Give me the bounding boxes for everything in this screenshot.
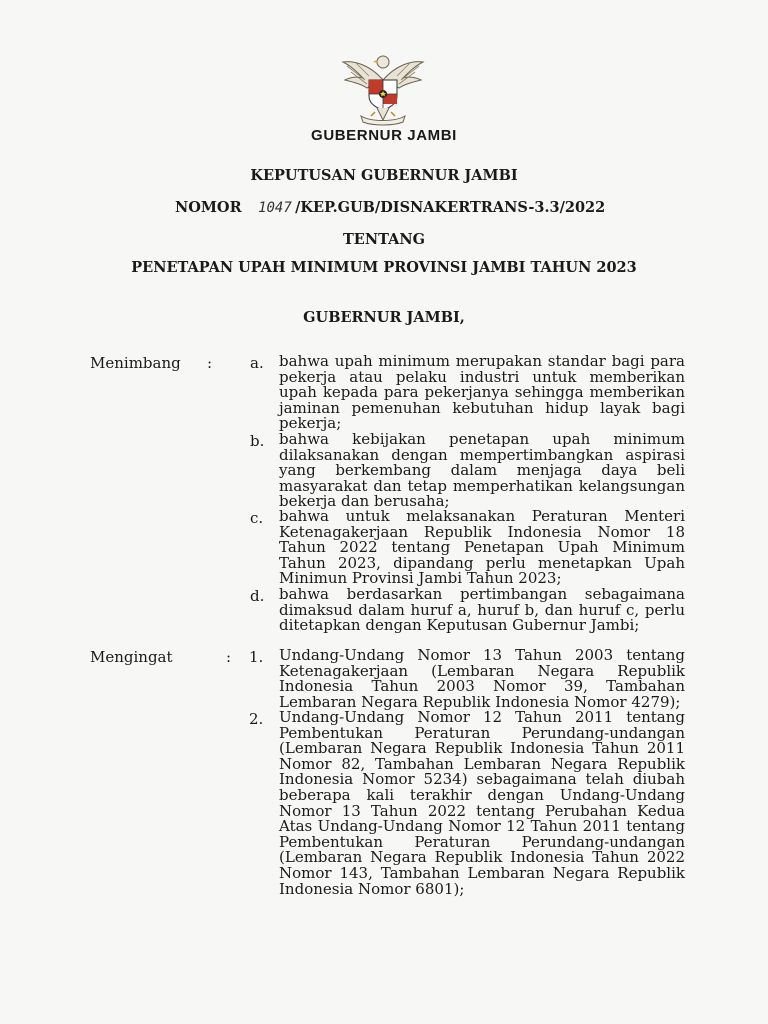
- menimbang-item-b: bahwa kebijakan penetapan upah minimum dilaksanakan dengan mempertimbangkan aspirasi yang berkembang dalam menjaga daya beli masyarakat dan tetap memperhatikan kelangsungan bekerja dan berusaha;: [279, 430, 685, 511]
- menimbang-label: Menimbang: [90, 354, 181, 372]
- menimbang-marker-b: b.: [250, 432, 265, 450]
- governor-title: GUBERNUR JAMBI: [311, 127, 457, 144]
- tentang-heading: TENTANG: [343, 231, 425, 248]
- menimbang-marker-a: a.: [250, 354, 264, 372]
- nomor-value: /KEP.GUB/DISNAKERTRANS-3.3/2022: [295, 199, 606, 216]
- issuer-heading: GUBERNUR JAMBI,: [303, 309, 465, 326]
- mengingat-marker-2: 2.: [249, 710, 264, 728]
- mengingat-item-1: Undang-Undang Nomor 13 Tahun 2003 tentang Ketenagakerjaan (Lembaran Negara Republik Indonesia Tahun 2003 Nomor 39, Tambahan Lembaran Negara Republik Indonesia Nomor 4279);: [279, 646, 685, 711]
- menimbang-item-c: bahwa untuk melaksanakan Peraturan Menteri Ketenagakerjaan Republik Indonesia Nomor 18 Tahun 2022 tentang Penetapan Upah Minimum Tahun 2023, dipandang perlu menetapkan Upah Minimun Provinsi Jambi Tahun 2023;: [279, 507, 685, 588]
- mengingat-item-2: Undang-Undang Nomor 12 Tahun 2011 tentang Pembentukan Peraturan Perundang-undangan (Lembaran Negara Republik Indonesia Tahun 2011 Nomor 82, Tambahan Lembaran Negara Republik Indonesia Nomor 5234) sebagaimana telah diubah beberapa kali terakhir dengan Undang-Undang Nomor 13 Tahun 2022 tentang Perubahan Kedua Atas Undang-Undang Nomor 12 Tahun 2011 tentang Pembentukan Peraturan Perundang-undangan (Lembaran Negara Republik Indonesia Tahun 2022 Nomor 143, Tambahan Lembaran Negara Republik Indonesia Nomor 6801);: [279, 708, 685, 898]
- mengingat-label: Mengingat: [90, 648, 173, 666]
- nomor-handwritten: 1047: [258, 200, 292, 216]
- decree-number: [175, 199, 605, 216]
- garuda-emblem-icon: [337, 50, 429, 126]
- menimbang-colon: :: [207, 354, 213, 372]
- decree-subject: PENETAPAN UPAH MINIMUM PROVINSI JAMBI TAHUN 2023: [131, 259, 637, 276]
- nomor-label: NOMOR: [175, 199, 242, 216]
- menimbang-marker-d: d.: [250, 587, 265, 605]
- menimbang-item-d: bahwa berdasarkan pertimbangan sebagaimana dimaksud dalam huruf a, huruf b, dan huruf c, perlu ditetapkan dengan Keputusan Gubernur Jambi;: [279, 585, 685, 635]
- menimbang-item-a: bahwa upah minimum merupakan standar bagi para pekerja atau pelaku industri untuk memberikan upah kepada para pekerjanya sehingga memberikan jaminan pemenuhan kebutuhan hidup layak bagi pekerja;: [279, 352, 685, 433]
- decree-title: KEPUTUSAN GUBERNUR JAMBI: [250, 167, 518, 184]
- mengingat-colon: :: [226, 648, 232, 666]
- menimbang-marker-c: c.: [250, 509, 264, 527]
- mengingat-marker-1: 1.: [249, 648, 264, 666]
